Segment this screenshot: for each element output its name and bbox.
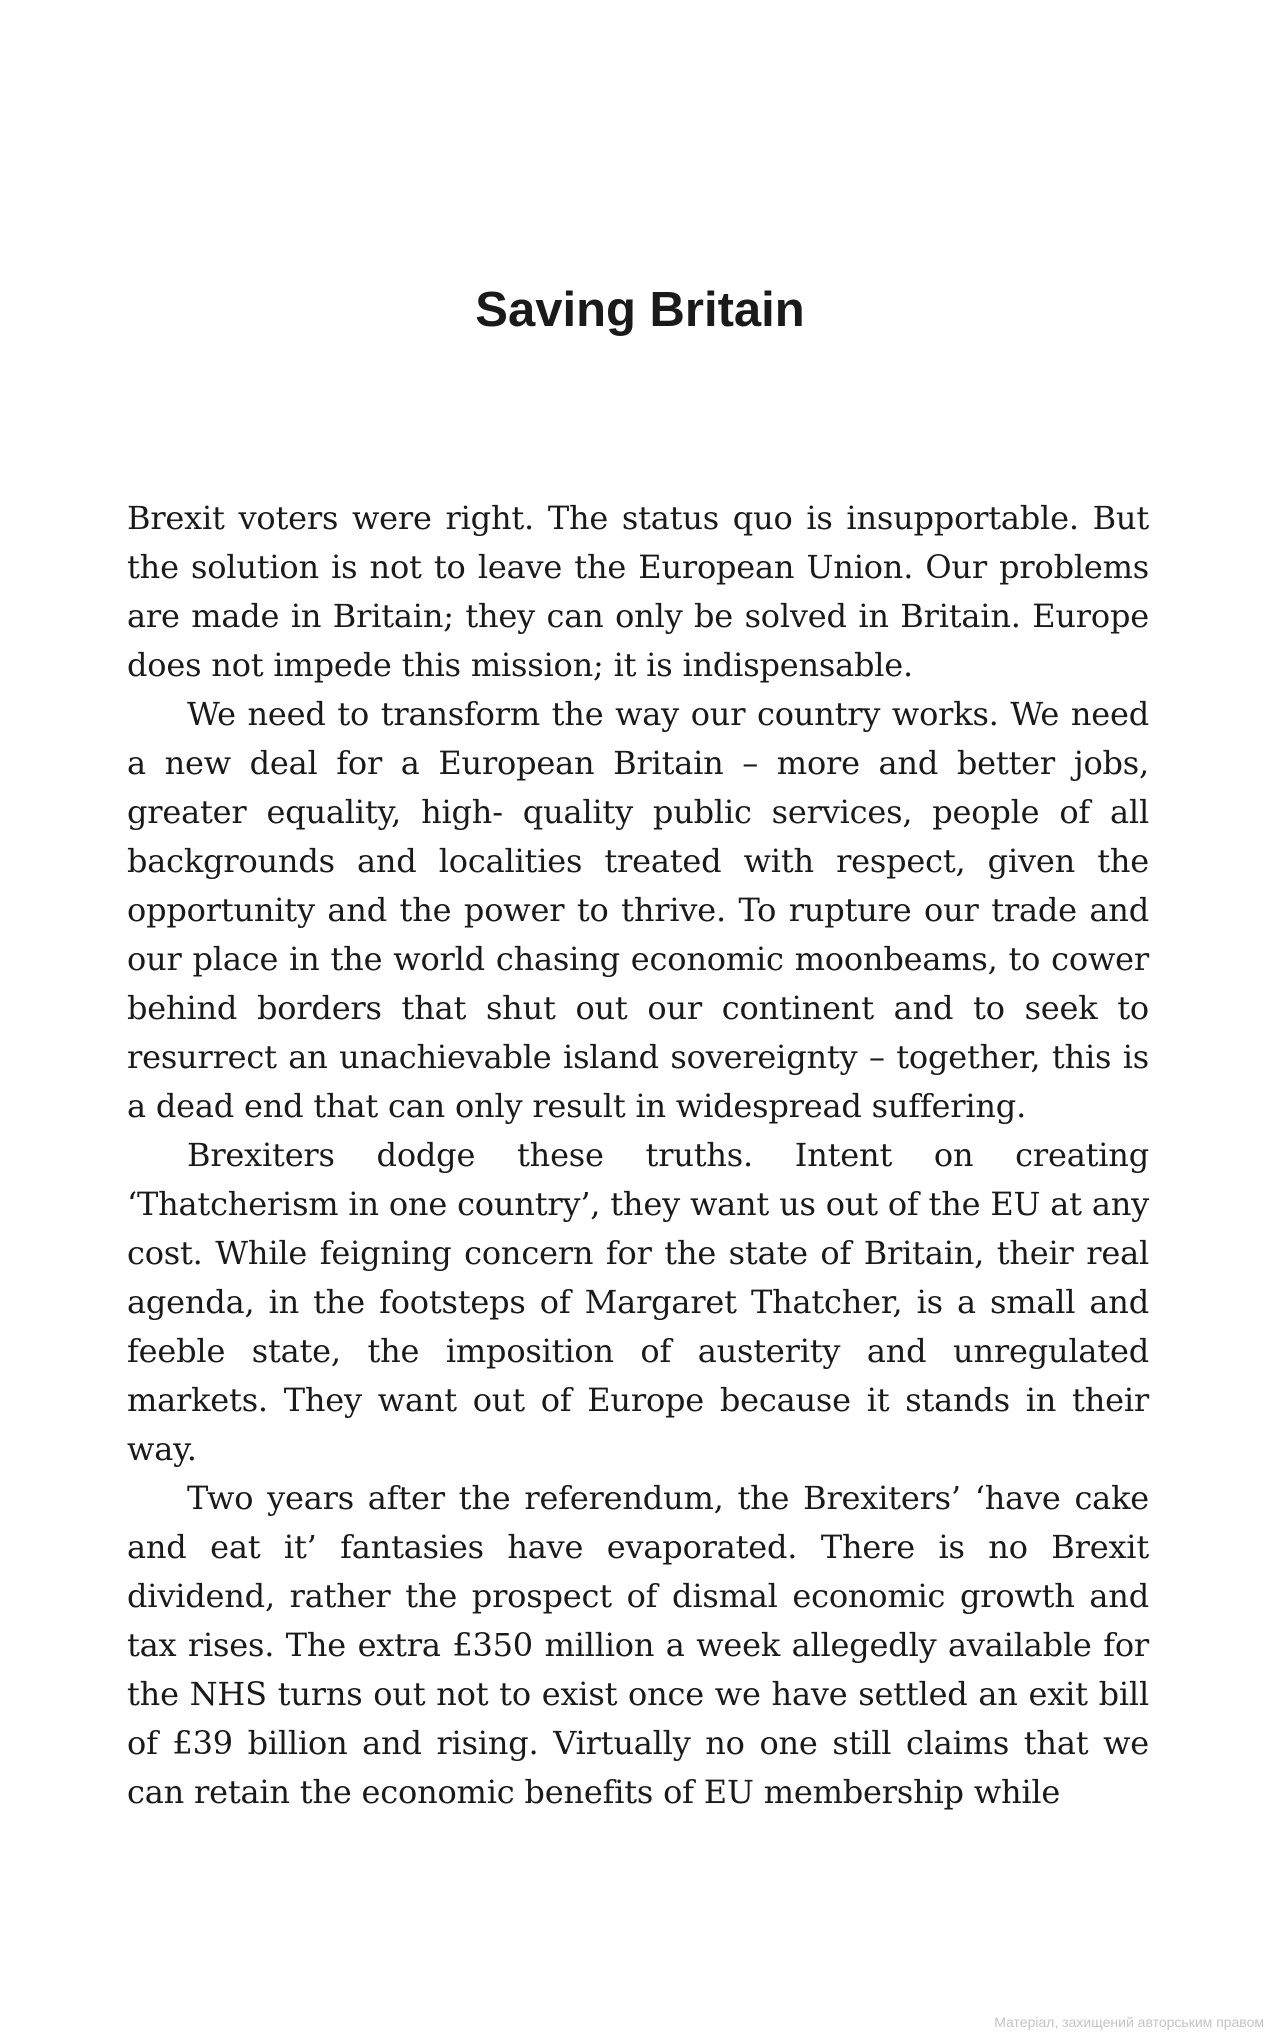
- paragraph: Two years after the referendum, the Brexiters’ ‘have cake and eat it’ fantasies have evaporated. There is no Brexit dividend, rather the prospect of dismal economic growth and tax rises. The extra £350 million a week allegedly available for the NHS turns out not to exist once we have settled an exit bill of £39 billion and rising. Virtually no one still claims that we can retain the economic benefits of EU membership while: [127, 1479, 1149, 1811]
- paragraph: Brexiters dodge these truths. Intent on creating ‘Thatcherism in one country’, they want us out of the EU at any cost. While feigning concern for the state of Britain, their real agenda, in the footsteps of Margaret Thatcher, is a small and feeble state, the imposition of austerity and unregulated markets. They want out of Europe because it stands in their way.: [127, 1136, 1149, 1468]
- chapter-title: Saving Britain: [475, 283, 805, 337]
- copyright-watermark: Матеріал, захищений авторським правом: [994, 2014, 1264, 2030]
- body-text: [127, 494, 1149, 1817]
- paragraph: We need to transform the way our country works. We need a new deal for a European Britain – more and better jobs, greater equality, high- quality public services, people of all backgrounds and localities treated with respect, given the opportunity and the power to thrive. To rupture our trade and our place in the world chasing economic moonbeams, to cower behind borders that shut out our continent and to seek to resurrect an unachievable island sovereignty – together, this is a dead end that can only result in widespread suffering.: [127, 695, 1149, 1125]
- paragraph: Brexit voters were right. The status quo is insupportable. But the solution is not to leave the European Union. Our problems are made in Britain; they can only be solved in Britain. Europe does not impede this mission; it is indispensable.: [127, 499, 1149, 684]
